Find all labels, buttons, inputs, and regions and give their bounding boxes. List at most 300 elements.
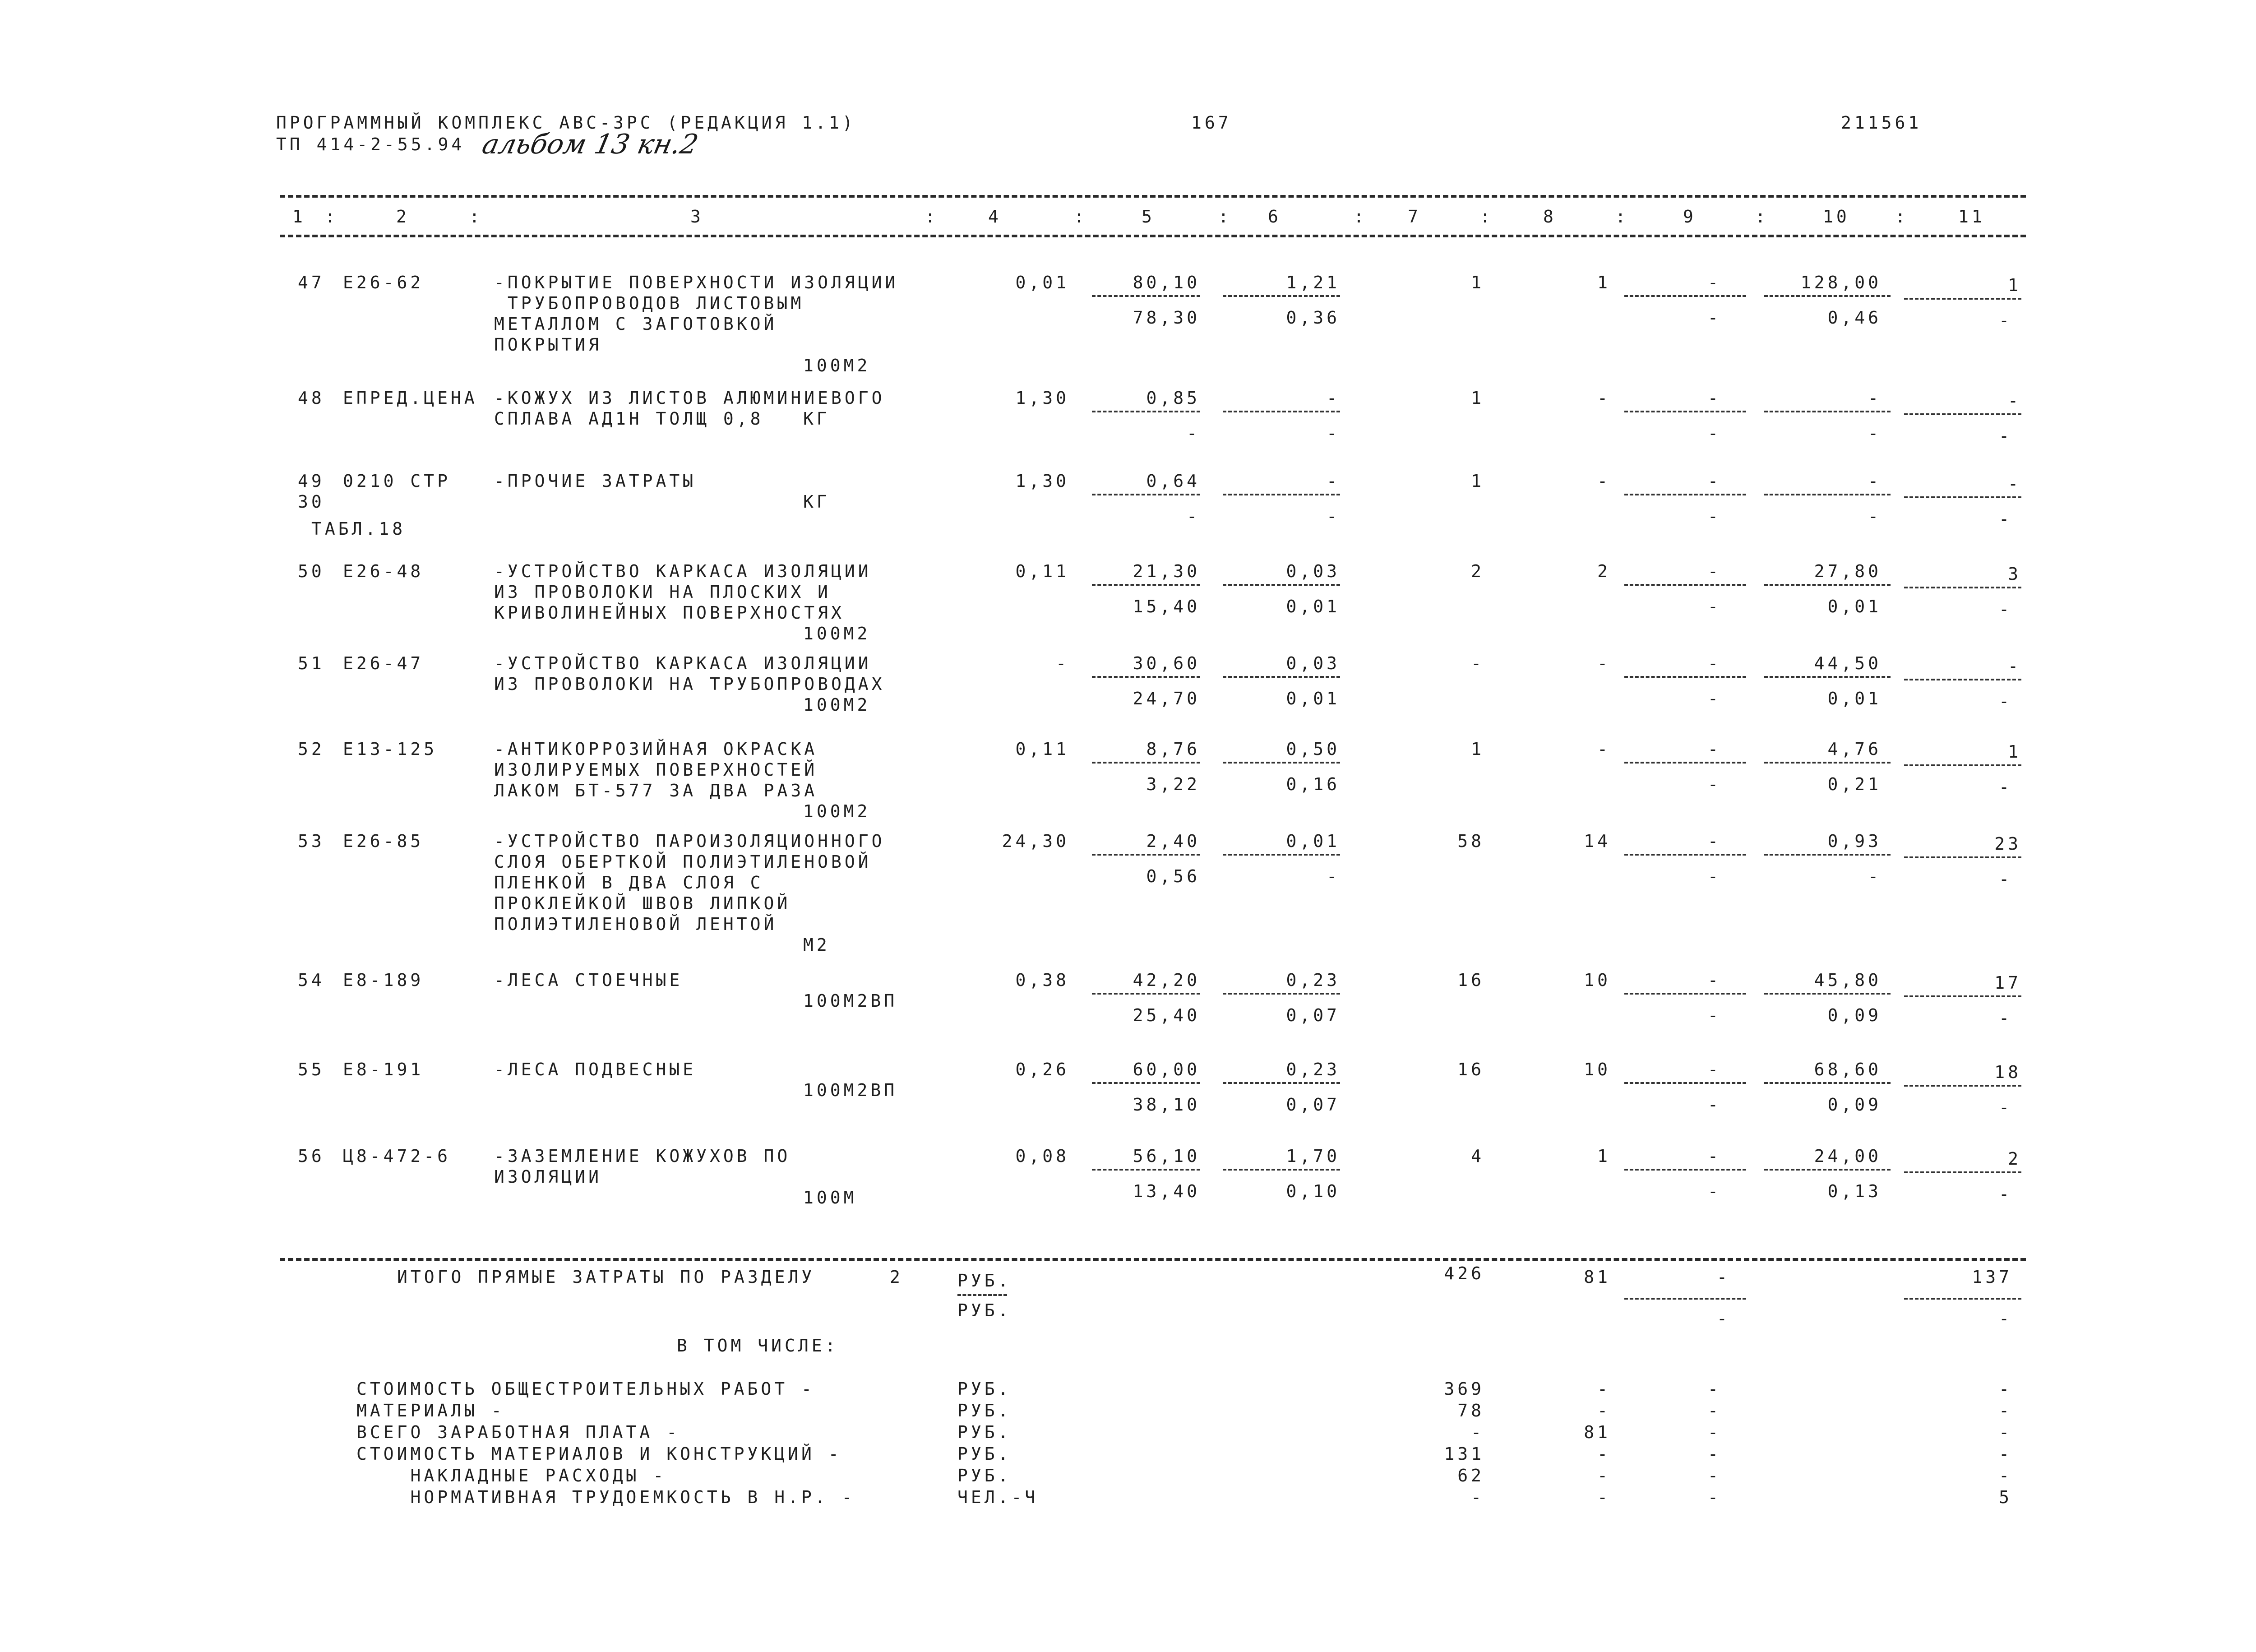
- breakdown-label: ВСЕГО ЗАРАБОТНАЯ ПЛАТА -: [356, 1422, 680, 1442]
- row-code: Ц8-472-6: [343, 1146, 451, 1166]
- row-col6-bottom: 0,10: [1286, 1181, 1340, 1201]
- row-col10-bottom: 0,21: [1827, 774, 1882, 794]
- cell-divider: [1764, 1169, 1891, 1171]
- row-col9-bottom: -: [1708, 1181, 1721, 1201]
- row-col11-bottom: -: [1999, 1184, 2012, 1204]
- cell-divider: [1624, 1082, 1746, 1084]
- row-number: 49: [298, 471, 325, 491]
- row-col6-bottom: 0,36: [1286, 308, 1340, 328]
- row-col10-top: 24,00: [1814, 1146, 1882, 1166]
- row-code: ТАБЛ.18: [311, 518, 406, 539]
- cell-divider: [1223, 993, 1340, 995]
- row-col6-top: 0,23: [1286, 1060, 1340, 1079]
- row-col5-top: 21,30: [1133, 561, 1200, 581]
- row-code: Е26-85: [343, 831, 424, 851]
- row-description: -УСТРОЙСТВО КАРКАСА ИЗОЛЯЦИИ: [494, 561, 872, 581]
- row-description: -ЗАЗЕМЛЕНИЕ КОЖУХОВ ПО: [494, 1146, 791, 1166]
- row-col9-bottom: -: [1708, 308, 1721, 328]
- totals-rule: [280, 1258, 2026, 1261]
- row-col8: -: [1597, 388, 1611, 408]
- row-col7: 4: [1471, 1146, 1484, 1166]
- page-number: 167: [1191, 113, 1232, 133]
- breakdown-unit: РУБ.: [957, 1401, 1012, 1421]
- column-header-10: 10: [1823, 207, 1850, 227]
- row-col5-bottom: 25,40: [1133, 1005, 1200, 1025]
- breakdown-col7: -: [1471, 1422, 1484, 1442]
- totals-unit: РУБ.: [957, 1271, 1012, 1291]
- row-unit: КГ: [803, 492, 830, 512]
- row-col11-bottom: -: [1999, 426, 2012, 446]
- row-col6-bottom: -: [1327, 506, 1340, 526]
- row-col11-bottom: -: [1999, 1097, 2012, 1117]
- cell-divider: [1624, 854, 1746, 856]
- row-col9-top: -: [1708, 831, 1721, 851]
- row-col7: 1: [1471, 739, 1484, 759]
- row-description: ИЗОЛЯЦИИ: [494, 1167, 602, 1187]
- row-col11-bottom: -: [1999, 777, 2012, 797]
- row-col9-bottom: -: [1708, 866, 1721, 886]
- cell-divider: [1223, 1082, 1340, 1084]
- row-col9-bottom: -: [1708, 1005, 1721, 1025]
- cell-divider: [1624, 584, 1746, 586]
- totals-label: ИТОГО ПРЯМЫЕ ЗАТРАТЫ ПО РАЗДЕЛУ: [397, 1267, 815, 1287]
- row-col10-top: 44,50: [1814, 653, 1882, 673]
- breakdown-col11: -: [1999, 1401, 2012, 1421]
- row-col5-bottom: -: [1187, 423, 1200, 443]
- totals-col11-b: -: [1999, 1309, 2012, 1328]
- row-col5-top: 80,10: [1133, 273, 1200, 292]
- row-col9-top: -: [1708, 561, 1721, 581]
- row-col5-top: 0,85: [1146, 388, 1200, 408]
- row-number: 55: [298, 1060, 325, 1079]
- cell-divider: [1223, 854, 1340, 856]
- row-col5-top: 2,40: [1146, 831, 1200, 851]
- header-bottom-rule: [280, 235, 2026, 237]
- breakdown-col9: -: [1708, 1487, 1721, 1507]
- row-code: 0210 СТР: [343, 471, 451, 491]
- breakdown-unit: РУБ.: [957, 1379, 1012, 1399]
- column-header-4: 4: [988, 207, 1002, 227]
- row-col10-bottom: -: [1868, 506, 1882, 526]
- row-unit: 100М: [803, 1188, 857, 1208]
- breakdown-col8: -: [1597, 1487, 1611, 1507]
- row-col9-bottom: -: [1708, 423, 1721, 443]
- row-col8: 10: [1584, 970, 1611, 990]
- row-col9-top: -: [1708, 1146, 1721, 1166]
- row-col11-top: 1: [2008, 742, 2021, 762]
- row-col6-bottom: -: [1327, 423, 1340, 443]
- row-col4: 0,11: [1015, 739, 1069, 759]
- column-separator: :: [925, 207, 935, 227]
- row-col7: 2: [1471, 561, 1484, 581]
- row-col5-bottom: 15,40: [1133, 597, 1200, 616]
- row-code: Е26-48: [343, 561, 424, 581]
- row-col8: 10: [1584, 1060, 1611, 1079]
- row-col8: -: [1597, 471, 1611, 491]
- cell-divider: [1904, 1085, 2021, 1087]
- row-code: 30: [298, 492, 325, 512]
- row-col10-bottom: 0,01: [1827, 689, 1882, 708]
- row-description: КРИВОЛИНЕЙНЫХ ПОВЕРХНОСТЯХ: [494, 603, 845, 623]
- breakdown-col9: -: [1708, 1466, 1721, 1485]
- totals-section-number: 2: [890, 1267, 903, 1287]
- row-col4: 0,26: [1015, 1060, 1069, 1079]
- cell-divider: [1223, 494, 1340, 495]
- including-heading: В ТОМ ЧИСЛЕ:: [677, 1336, 839, 1356]
- row-col10-bottom: 0,09: [1827, 1005, 1882, 1025]
- program-title: ПРОГРАММНЫЙ КОМПЛЕКС АВС-3РС (РЕДАКЦИЯ 1.1): [276, 113, 856, 133]
- cell-divider: [1904, 995, 2021, 997]
- row-col11-top: 3: [2008, 564, 2021, 584]
- column-header-8: 8: [1543, 207, 1557, 227]
- totals-col9: -: [1717, 1267, 1730, 1287]
- row-col4: -: [1056, 653, 1069, 673]
- row-col6-top: -: [1327, 388, 1340, 408]
- breakdown-col7: 78: [1457, 1401, 1484, 1421]
- row-col9-top: -: [1708, 653, 1721, 673]
- row-col9-bottom: -: [1708, 597, 1721, 616]
- breakdown-label: СТОИМОСТЬ ОБЩЕСТРОИТЕЛЬНЫХ РАБОТ -: [356, 1379, 815, 1399]
- row-col4: 24,30: [1002, 831, 1069, 851]
- cell-divider: [1223, 584, 1340, 586]
- column-separator: :: [1895, 207, 1905, 227]
- row-col9-top: -: [1708, 388, 1721, 408]
- cell-divider: [1904, 587, 2021, 588]
- row-code: Е26-47: [343, 653, 424, 673]
- column-header-3: 3: [690, 207, 704, 227]
- cell-divider: [1092, 494, 1200, 495]
- row-number: 48: [298, 388, 325, 408]
- breakdown-unit: РУБ.: [957, 1422, 1012, 1442]
- row-col5-top: 56,10: [1133, 1146, 1200, 1166]
- cell-divider: [1904, 496, 2021, 498]
- row-col6-top: 0,03: [1286, 653, 1340, 673]
- totals-col8: 81: [1584, 1267, 1611, 1287]
- row-code: Е26-62: [343, 273, 424, 292]
- breakdown-unit: ЧЕЛ.-Ч: [957, 1487, 1039, 1507]
- row-description: ПРОКЛЕЙКОЙ ШВОВ ЛИПКОЙ: [494, 893, 791, 913]
- row-col11-top: 23: [1994, 834, 2021, 854]
- column-header-7: 7: [1408, 207, 1421, 227]
- cell-divider: [1904, 679, 2021, 680]
- cell-divider: [1904, 413, 2021, 415]
- row-col8: -: [1597, 739, 1611, 759]
- row-description: -КОЖУХ ИЗ ЛИСТОВ АЛЮМИНИЕВОГО: [494, 388, 885, 408]
- row-number: 53: [298, 831, 325, 851]
- row-number: 54: [298, 970, 325, 990]
- row-col10-bottom: -: [1868, 423, 1882, 443]
- row-col6-top: 0,23: [1286, 970, 1340, 990]
- breakdown-col11: -: [1999, 1422, 2012, 1442]
- row-col6-bottom: 0,01: [1286, 597, 1340, 616]
- row-description: МЕТАЛЛОМ С ЗАГОТОВКОЙ: [494, 314, 777, 334]
- row-code: Е8-191: [343, 1060, 424, 1079]
- row-col7: 16: [1457, 970, 1484, 990]
- row-description: ПОЛИЭТИЛЕНОВОЙ ЛЕНТОЙ: [494, 914, 777, 934]
- breakdown-col9: -: [1708, 1401, 1721, 1421]
- row-col6-bottom: 0,16: [1286, 774, 1340, 794]
- row-col5-bottom: 3,22: [1146, 774, 1200, 794]
- row-unit: 100М2ВП: [803, 991, 898, 1011]
- breakdown-col7: -: [1471, 1487, 1484, 1507]
- cell-divider: [1624, 676, 1746, 678]
- column-header-1: 1: [292, 207, 306, 227]
- cell-divider: [1764, 762, 1891, 764]
- row-description: ИЗ ПРОВОЛОКИ НА ПЛОСКИХ И: [494, 582, 831, 602]
- cell-divider: [1092, 295, 1200, 297]
- cell-divider: [1092, 762, 1200, 764]
- breakdown-col8: -: [1597, 1466, 1611, 1485]
- row-description: СПЛАВА АД1Н ТОЛЩ 0,8: [494, 409, 764, 429]
- row-col11-bottom: -: [1999, 1008, 2012, 1028]
- row-col5-bottom: -: [1187, 506, 1200, 526]
- cell-divider: [1092, 411, 1200, 412]
- row-description: ПЛЕНКОЙ В ДВА СЛОЯ С: [494, 873, 764, 893]
- row-col9-bottom: -: [1708, 774, 1721, 794]
- row-unit: 100М2: [803, 695, 871, 715]
- row-col11-bottom: -: [1999, 509, 2012, 529]
- row-col5-top: 60,00: [1133, 1060, 1200, 1079]
- row-col9-bottom: -: [1708, 506, 1721, 526]
- totals-col9-dash: [1624, 1298, 1746, 1300]
- cell-divider: [1092, 854, 1200, 856]
- breakdown-col8: -: [1597, 1444, 1611, 1464]
- cell-divider: [1092, 1169, 1200, 1171]
- row-col4: 0,08: [1015, 1146, 1069, 1166]
- row-col6-top: 1,21: [1286, 273, 1340, 292]
- column-header-11: 11: [1958, 207, 1985, 227]
- row-description: -АНТИКОРРОЗИЙНАЯ ОКРАСКА: [494, 739, 818, 759]
- row-col6-top: 0,50: [1286, 739, 1340, 759]
- row-col6-top: 0,01: [1286, 831, 1340, 851]
- totals-col9-b: -: [1717, 1309, 1730, 1328]
- breakdown-col9: -: [1708, 1379, 1721, 1399]
- row-col5-top: 30,60: [1133, 653, 1200, 673]
- row-col10-top: 4,76: [1827, 739, 1882, 759]
- row-col4: 1,30: [1015, 388, 1069, 408]
- row-col5-bottom: 0,56: [1146, 866, 1200, 886]
- row-col10-top: 27,80: [1814, 561, 1882, 581]
- totals-col11-dash: [1904, 1298, 2021, 1300]
- row-col8: 1: [1597, 1146, 1611, 1166]
- row-col6-top: -: [1327, 471, 1340, 491]
- row-col7: 16: [1457, 1060, 1484, 1079]
- cell-divider: [1223, 295, 1340, 297]
- row-unit: 100М2: [803, 624, 871, 643]
- row-col6-bottom: 0,07: [1286, 1005, 1340, 1025]
- row-unit: КГ: [803, 409, 830, 429]
- breakdown-col11: -: [1999, 1444, 2012, 1464]
- row-col5-bottom: 78,30: [1133, 308, 1200, 328]
- row-col8: 2: [1597, 561, 1611, 581]
- row-col10-top: -: [1868, 471, 1882, 491]
- row-col11-top: 17: [1994, 973, 2021, 993]
- row-col10-top: -: [1868, 388, 1882, 408]
- row-col6-bottom: 0,01: [1286, 689, 1340, 708]
- column-header-6: 6: [1268, 207, 1281, 227]
- totals-unit-2: РУБ.: [957, 1300, 1012, 1320]
- row-code: ЕПРЕД.ЦЕНА: [343, 388, 478, 408]
- cell-divider: [1223, 676, 1340, 678]
- row-description: -УСТРОЙСТВО ПАРОИЗОЛЯЦИОННОГО: [494, 831, 885, 851]
- cell-divider: [1764, 676, 1891, 678]
- row-col7: 1: [1471, 388, 1484, 408]
- project-code: ТП 414-2-55.94: [276, 134, 465, 154]
- cell-divider: [1764, 584, 1891, 586]
- totals-col11: 137: [1972, 1267, 2012, 1287]
- row-description: ТРУБОПРОВОДОВ ЛИСТОВЫМ: [494, 293, 804, 313]
- breakdown-unit: РУБ.: [957, 1444, 1012, 1464]
- column-header-5: 5: [1142, 207, 1155, 227]
- row-col11-bottom: -: [1999, 310, 2012, 330]
- row-col8: 14: [1584, 831, 1611, 851]
- row-col11-bottom: -: [1999, 869, 2012, 889]
- header-top-rule: [280, 195, 2026, 198]
- column-separator: :: [1354, 207, 1364, 227]
- cell-divider: [1764, 494, 1891, 495]
- cell-divider: [1764, 993, 1891, 995]
- row-col11-bottom: -: [1999, 691, 2012, 711]
- row-col11-top: -: [2008, 656, 2021, 676]
- row-col11-top: -: [2008, 391, 2021, 411]
- row-col10-top: 128,00: [1800, 273, 1882, 292]
- cell-divider: [1624, 494, 1746, 495]
- row-unit: 100М2ВП: [803, 1080, 898, 1100]
- cell-divider: [1904, 298, 2021, 300]
- cell-divider: [1764, 1082, 1891, 1084]
- document-number: 211561: [1841, 113, 1922, 133]
- row-col11-top: 2: [2008, 1149, 2021, 1169]
- row-col6-bottom: 0,07: [1286, 1095, 1340, 1115]
- row-number: 52: [298, 739, 325, 759]
- row-col5-top: 0,64: [1146, 471, 1200, 491]
- cell-divider: [1904, 856, 2021, 858]
- row-col11-bottom: -: [1999, 599, 2012, 619]
- cell-divider: [1764, 295, 1891, 297]
- row-col9-top: -: [1708, 1060, 1721, 1079]
- row-col10-bottom: -: [1868, 866, 1882, 886]
- row-col8: 1: [1597, 273, 1611, 292]
- row-number: 47: [298, 273, 325, 292]
- breakdown-col9: -: [1708, 1422, 1721, 1442]
- row-col9-top: -: [1708, 471, 1721, 491]
- row-code: Е8-189: [343, 970, 424, 990]
- row-number: 56: [298, 1146, 325, 1166]
- row-col7: -: [1471, 653, 1484, 673]
- row-col6-top: 1,70: [1286, 1146, 1340, 1166]
- row-col9-bottom: -: [1708, 1095, 1721, 1115]
- row-code: Е13-125: [343, 739, 438, 759]
- row-col7: 1: [1471, 471, 1484, 491]
- row-col11-top: 18: [1994, 1062, 2021, 1082]
- cell-divider: [1764, 411, 1891, 412]
- breakdown-col7: 62: [1457, 1466, 1484, 1485]
- row-col4: 1,30: [1015, 471, 1069, 491]
- row-col5-top: 42,20: [1133, 970, 1200, 990]
- cell-divider: [1624, 762, 1746, 764]
- row-col9-bottom: -: [1708, 689, 1721, 708]
- cell-divider: [1223, 762, 1340, 764]
- breakdown-col11: -: [1999, 1379, 2012, 1399]
- cell-divider: [1624, 411, 1746, 412]
- row-col10-bottom: 0,01: [1827, 597, 1882, 616]
- row-col4: 0,38: [1015, 970, 1069, 990]
- row-col11-top: 1: [2008, 275, 2021, 295]
- row-col10-bottom: 0,09: [1827, 1095, 1882, 1115]
- row-col11-top: -: [2008, 474, 2021, 494]
- row-col5-bottom: 24,70: [1133, 689, 1200, 708]
- cell-divider: [1904, 764, 2021, 766]
- breakdown-col11: 5: [1999, 1487, 2012, 1507]
- breakdown-label: СТОИМОСТЬ МАТЕРИАЛОВ И КОНСТРУКЦИЙ -: [356, 1444, 842, 1464]
- row-description: ИЗ ПРОВОЛОКИ НА ТРУБОПРОВОДАХ: [494, 674, 885, 694]
- totals-col7: 426: [1444, 1263, 1484, 1283]
- row-col10-top: 45,80: [1814, 970, 1882, 990]
- row-description: -УСТРОЙСТВО КАРКАСА ИЗОЛЯЦИИ: [494, 653, 872, 673]
- breakdown-col7: 131: [1444, 1444, 1484, 1464]
- breakdown-col11: -: [1999, 1466, 2012, 1485]
- breakdown-label: МАТЕРИАЛЫ -: [356, 1401, 505, 1421]
- row-col10-bottom: 0,46: [1827, 308, 1882, 328]
- cell-divider: [1624, 1169, 1746, 1171]
- column-separator: :: [1074, 207, 1084, 227]
- row-description: ПОКРЫТИЯ: [494, 335, 602, 355]
- column-separator: :: [1755, 207, 1766, 227]
- column-separator: :: [1615, 207, 1626, 227]
- breakdown-col8: 81: [1584, 1422, 1611, 1442]
- row-col6-bottom: -: [1327, 866, 1340, 886]
- row-col4: 0,01: [1015, 273, 1069, 292]
- row-col4: 0,11: [1015, 561, 1069, 581]
- breakdown-unit: РУБ.: [957, 1466, 1012, 1485]
- column-header-2: 2: [396, 207, 410, 227]
- cell-divider: [1764, 854, 1891, 856]
- row-description: ЛАКОМ БТ-577 ЗА ДВА РАЗА: [494, 781, 818, 801]
- row-description: -ПОКРЫТИЕ ПОВЕРХНОСТИ ИЗОЛЯЦИИ: [494, 273, 899, 292]
- cell-divider: [1092, 584, 1200, 586]
- row-col5-top: 8,76: [1146, 739, 1200, 759]
- row-col5-bottom: 13,40: [1133, 1181, 1200, 1201]
- row-number: 50: [298, 561, 325, 581]
- row-col9-top: -: [1708, 970, 1721, 990]
- row-col7: 1: [1471, 273, 1484, 292]
- column-separator: :: [469, 207, 480, 227]
- row-unit: 100М2: [803, 356, 871, 375]
- row-col10-top: 68,60: [1814, 1060, 1882, 1079]
- row-col8: -: [1597, 653, 1611, 673]
- row-col9-top: -: [1708, 739, 1721, 759]
- row-col10-bottom: 0,13: [1827, 1181, 1882, 1201]
- cell-divider: [1624, 295, 1746, 297]
- column-header-9: 9: [1683, 207, 1697, 227]
- cell-divider: [1223, 411, 1340, 412]
- column-separator: :: [1218, 207, 1229, 227]
- cell-divider: [1904, 1171, 2021, 1173]
- row-description: -ЛЕСА СТОЕЧНЫЕ: [494, 970, 683, 990]
- handwritten-note: альбом 13 кн.2: [479, 129, 701, 160]
- row-col5-bottom: 38,10: [1133, 1095, 1200, 1115]
- row-col7: 58: [1457, 831, 1484, 851]
- row-unit: 100М2: [803, 801, 871, 821]
- breakdown-label: НАКЛАДНЫЕ РАСХОДЫ -: [356, 1466, 667, 1485]
- breakdown-col9: -: [1708, 1444, 1721, 1464]
- row-col6-top: 0,03: [1286, 561, 1340, 581]
- breakdown-col7: 369: [1444, 1379, 1484, 1399]
- column-separator: :: [1480, 207, 1490, 227]
- cell-divider: [1092, 1082, 1200, 1084]
- cell-divider: [1624, 993, 1746, 995]
- cell-divider: [1092, 676, 1200, 678]
